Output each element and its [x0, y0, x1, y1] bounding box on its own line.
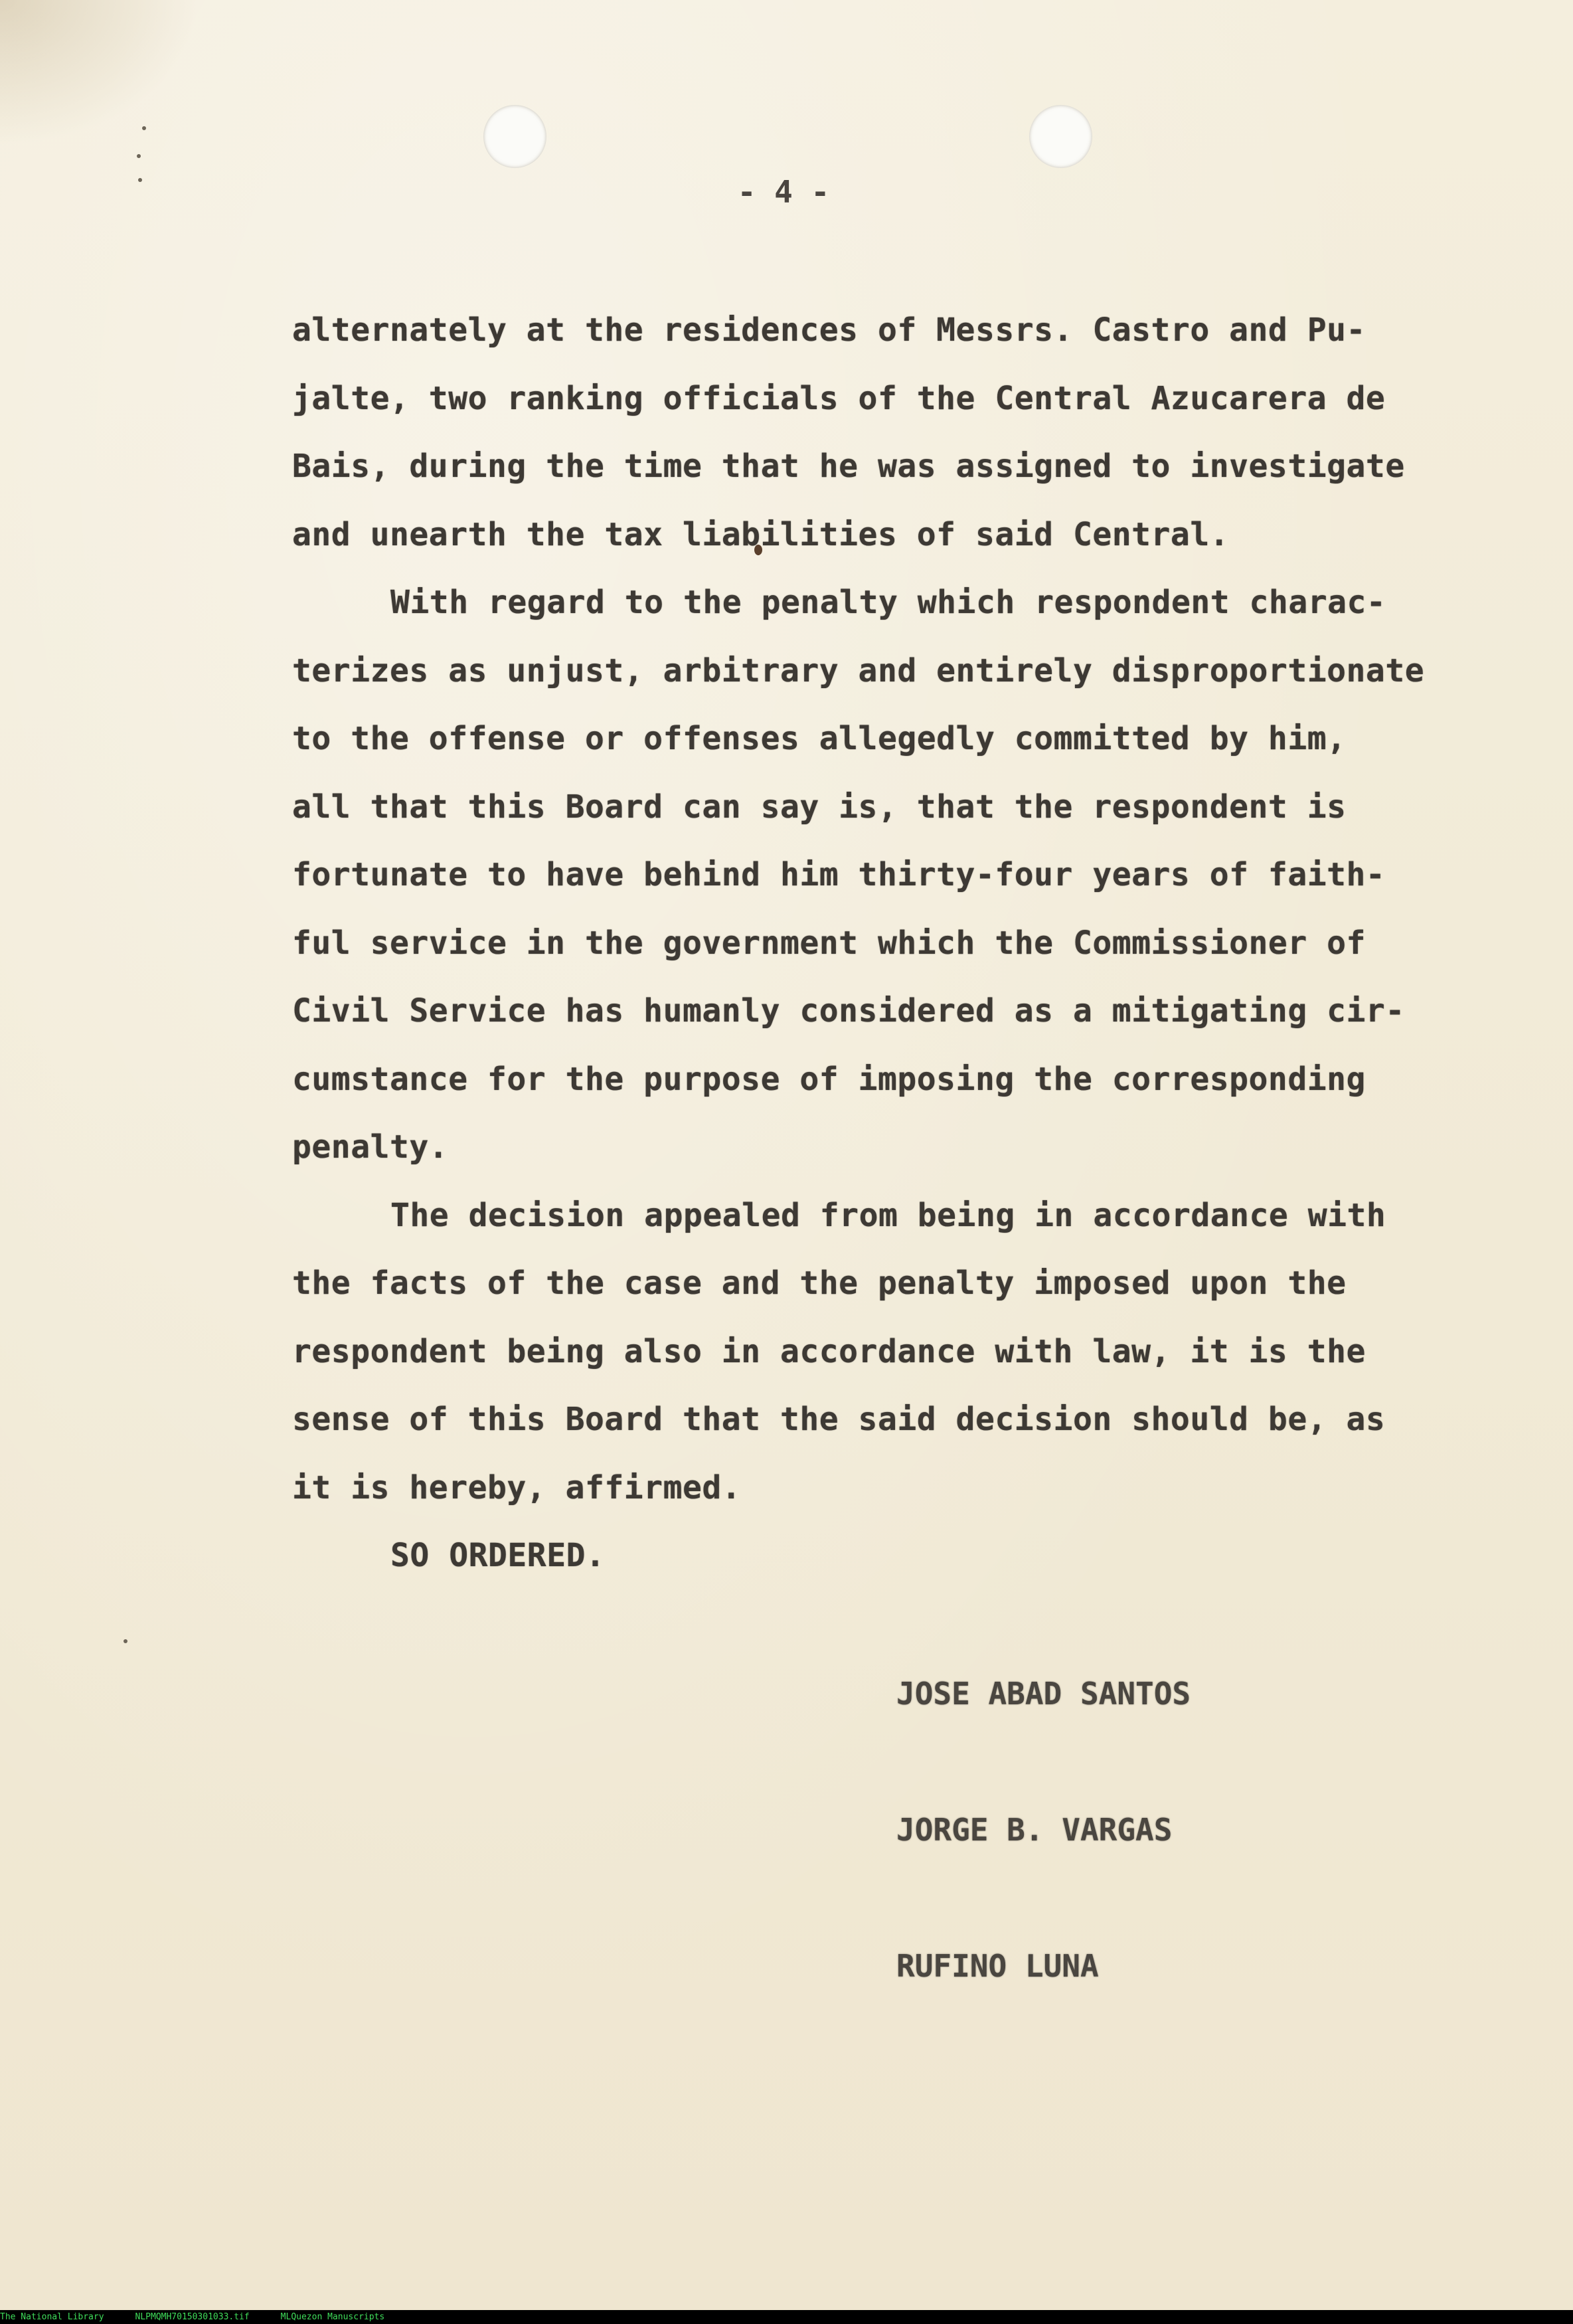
text-line: terizes as unjust, arbitrary and entirely disproportionate	[292, 652, 1425, 689]
text-line: Civil Service has humanly considered as a mitigating cir-	[292, 992, 1405, 1029]
paper-speck	[124, 1639, 127, 1643]
signatory-name: RUFINO LUNA	[896, 1948, 1099, 1984]
text-line: sense of this Board that the said decision should be, as	[292, 1401, 1386, 1438]
text-line: and unearth the tax liabilities of said Central.	[292, 515, 1230, 553]
signatory-name: JOSE ABAD SANTOS	[896, 1676, 1191, 1712]
text-line: to the offense or offenses allegedly committed by him,	[292, 720, 1347, 757]
text-line: alternately at the residences of Messrs. Castro and Pu-	[292, 312, 1366, 349]
text-line: it is hereby, affirmed.	[292, 1469, 742, 1506]
archive-footer	[0, 2310, 1573, 2324]
text-line: With regard to the penalty which respondent charac-	[390, 584, 1386, 621]
so-ordered: SO ORDERED.	[390, 1537, 606, 1574]
punch-hole-left	[483, 105, 546, 168]
text-line: respondent being also in accordance with law, it is the	[292, 1332, 1366, 1370]
text-line: all that this Board can say is, that the respondent is	[292, 788, 1347, 826]
page-number: - 4 -	[737, 174, 830, 210]
text-line: jalte, two ranking officials of the Central Azucarera de	[292, 379, 1386, 417]
punch-hole-right	[1029, 105, 1092, 168]
text-line: the facts of the case and the penalty imposed upon the	[292, 1265, 1347, 1302]
paper-speck	[137, 154, 141, 158]
body-text	[292, 296, 1474, 1590]
signatory-name: JORGE B. VARGAS	[896, 1812, 1173, 1848]
signature-block	[896, 1670, 1191, 2079]
text-line: cumstance for the purpose of imposing the corresponding	[292, 1060, 1366, 1098]
text-line: ful service in the government which the Commissioner of	[292, 924, 1366, 962]
text-line: The decision appealed from being in accordance with	[390, 1196, 1386, 1234]
paper-speck	[142, 126, 146, 130]
text-line: penalty.	[292, 1128, 449, 1166]
text-line: Bais, during the time that he was assigned to investigate	[292, 448, 1405, 485]
text-line: fortunate to have behind him thirty-four years of faith-	[292, 856, 1386, 893]
footer-collection: MLQuezon Manuscripts	[280, 2312, 385, 2322]
footer-library: The National Library	[0, 2312, 104, 2322]
corner-stain	[0, 0, 199, 146]
footer-file: NLPMQMH70150301033.tif	[135, 2312, 250, 2322]
paper-speck	[138, 178, 142, 182]
